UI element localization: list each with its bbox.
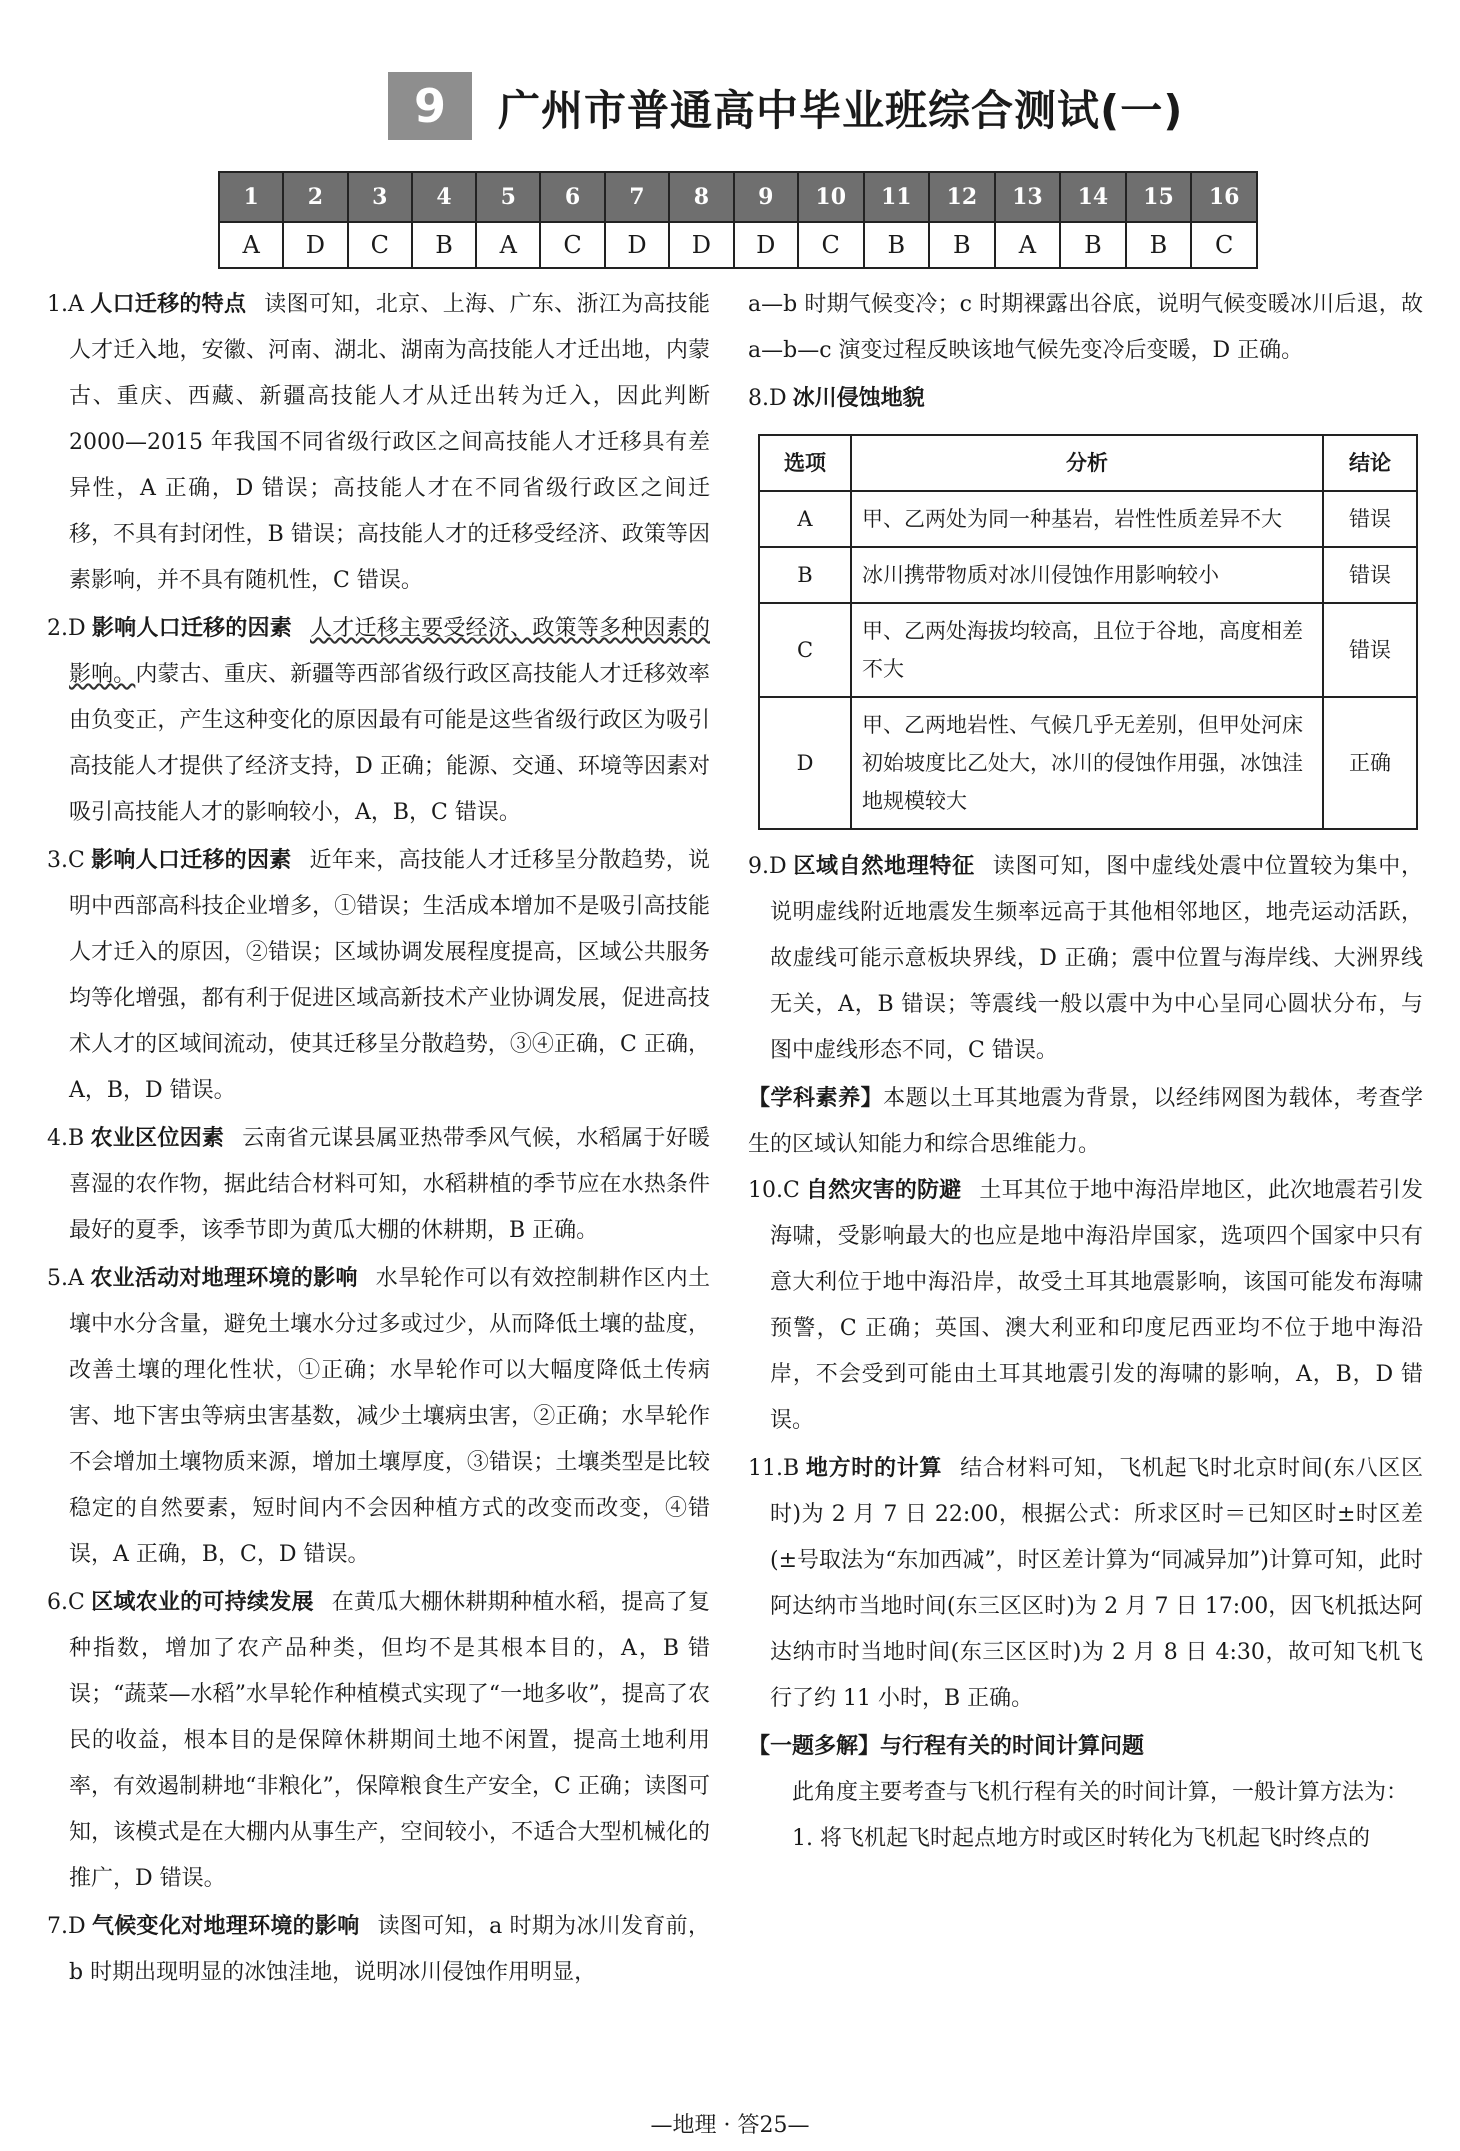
explanation-text: 云南省元谋县属亚热带季风气候，水稻属于好暖喜湿的农作物，据此结合材料可知，水稻耕植的季节应在水热条件最好的夏季，该季节即为黄瓜大棚的休耕期，B 正确。 xyxy=(69,1126,710,1243)
option-cell: B xyxy=(759,547,851,603)
answer-key-answer: B xyxy=(864,222,930,268)
option-cell: C xyxy=(759,603,851,697)
analysis-cell: 冰川携带物质对冰川侵蚀作用影响较小 xyxy=(851,547,1323,603)
left-column xyxy=(47,282,710,1998)
explanation-text: 读图可知，图中虚线处震中位置较为集中，说明虚线附近地震发生频率远高于其他相邻地区，地壳运动活跃，故虚线可能示意板块界线，D 正确；震中位置与海岸线、大洲界线无关，A，B 错误；等震线一般以震中为中心呈同心圆状分布，与图中虚线形态不同，C 错误。 xyxy=(770,854,1423,1063)
answer-key-number: 16 xyxy=(1191,172,1257,222)
answer-key-answer: B xyxy=(1060,222,1126,268)
option-cell: D xyxy=(759,697,851,829)
question-keyword: 区域自然地理特征 xyxy=(792,854,975,879)
analysis-cell: 甲、乙两处为同一种基岩，岩性性质差异不大 xyxy=(851,491,1323,547)
literacy-note xyxy=(748,1076,1423,1168)
answer-explanation xyxy=(748,1168,1423,1444)
table-row xyxy=(759,491,1417,547)
explanation-text: 土耳其位于地中海沿岸地区，此次地震若引发海啸，受影响最大的也应是地中海沿岸国家，选项四个国家中只有意大利位于地中海沿岸，故受土耳其地震影响，该国可能发布海啸预警，C 正确；英国、澳大利亚和印度尼西亚均不位于地中海沿岸，不会受到可能由土耳其地震引发的海啸的影响，A，B，D 错误。 xyxy=(770,1178,1423,1433)
answer-key-answer: D xyxy=(669,222,733,268)
question-number: 9.D xyxy=(748,854,787,879)
answer-explanation xyxy=(748,1446,1423,1722)
answer-key-answer: C xyxy=(540,222,604,268)
page-title: 广州市普通高中毕业班综合测试(一) xyxy=(498,86,1184,135)
question-keyword: 影响人口迁移的因素 xyxy=(91,616,292,641)
answer-key-number: 3 xyxy=(348,172,412,222)
answer-key-number: 1 xyxy=(219,172,283,222)
analysis-cell: 甲、乙两地岩性、气候几乎无差别，但甲处河床初始坡度比乙处大，冰川的侵蚀作用强，冰蚀洼地规模较大 xyxy=(851,697,1323,829)
answer-key-number: 14 xyxy=(1060,172,1126,222)
conclusion-cell: 错误 xyxy=(1323,547,1417,603)
th-conclusion: 结论 xyxy=(1323,435,1417,491)
question-number: 3.C xyxy=(47,848,85,873)
literacy-tag: 【学科素养】 xyxy=(748,1086,884,1111)
multi-solution-tag: 【一题多解】 xyxy=(748,1734,881,1759)
q8-heading xyxy=(748,376,1423,422)
question-number: 11.B xyxy=(748,1456,800,1481)
answer-key-number: 15 xyxy=(1126,172,1192,222)
answer-key-number: 13 xyxy=(995,172,1061,222)
question-number: 4.B xyxy=(47,1126,85,1151)
answer-key-number: 10 xyxy=(798,172,864,222)
underlined-text: 人才迁移主要受经济、政策等多种因素的影响。 xyxy=(69,616,710,687)
answer-key-number: 11 xyxy=(864,172,930,222)
answer-explanation xyxy=(47,1904,710,1996)
question-keyword: 地方时的计算 xyxy=(805,1456,943,1481)
page-footer: —地理 · 答25— xyxy=(650,2113,810,2138)
question-number: 10.C xyxy=(748,1178,800,1203)
th-analysis: 分析 xyxy=(851,435,1323,491)
explanation-text: 结合材料可知，飞机起飞时北京时间(东八区区时)为 2 月 7 日 22:00，根据公式：所求区时＝已知区时±时区差(±号取法为“东加西减”，时区差计算为“同减异加”)计算可知，此时阿达纳市当地时间(东三区区时)为 2 月 7 日 17:00，因飞机抵达阿达纳市时当地时间(东三区区时)为 2 月 8 日 4:30，故可知飞机飞行了约 11 小时，B 正确。 xyxy=(770,1456,1423,1711)
answer-explanation xyxy=(47,282,710,604)
answer-key-number: 7 xyxy=(605,172,669,222)
analysis-cell: 甲、乙两处海拔均较高，且位于谷地，高度相差不大 xyxy=(851,603,1323,697)
answer-explanation xyxy=(47,838,710,1114)
th-option: 选项 xyxy=(759,435,851,491)
answer-key-answer: B xyxy=(929,222,995,268)
explanation-text: 读图可知，a 时期为冰川发育前，b 时期出现明显的冰蚀洼地，说明冰川侵蚀作用明显， xyxy=(69,1914,710,1985)
explanation-text: 内蒙古、重庆、新疆等西部省级行政区高技能人才迁移效率由负变正，产生这种变化的原因最有可能是这些省级行政区为吸引高技能人才提供了经济支持，D 正确；能源、交通、环境等因素对吸引高技能人才的影响较小，A，B，C 错误。 xyxy=(69,662,710,825)
answer-key-answer: B xyxy=(1126,222,1192,268)
explanation-text: 水旱轮作可以有效控制耕作区内土壤中水分含量，避免土壤水分过多或过少，从而降低土壤的盐度，改善土壤的理化性状，①正确；水旱轮作可以大幅度降低土传病害、地下害虫等病虫害基数，减少土壤病虫害，②正确；水旱轮作不会增加土壤物质来源，增加土壤厚度，③错误；土壤类型是比较稳定的自然要素，短时间内不会因种植方式的改变而改变，④错误，A 正确，B，C，D 错误。 xyxy=(69,1266,710,1567)
question-number: 6.C xyxy=(47,1590,85,1615)
multi-solution-title: 与行程有关的时间计算问题 xyxy=(880,1734,1145,1759)
answer-explanation xyxy=(47,1580,710,1902)
question-keyword: 农业区位因素 xyxy=(90,1126,225,1151)
question-keyword: 影响人口迁移的因素 xyxy=(90,848,292,873)
answer-key-answer: B xyxy=(412,222,476,268)
question-keyword: 自然灾害的防避 xyxy=(805,1178,962,1203)
question-number: 8.D xyxy=(748,386,787,411)
question-keyword: 区域农业的可持续发展 xyxy=(90,1590,314,1615)
answer-explanation xyxy=(47,1116,710,1254)
question-number: 5.A xyxy=(47,1266,84,1291)
answer-key-answer: A xyxy=(219,222,283,268)
question-keyword: 气候变化对地理环境的影响 xyxy=(91,1914,360,1939)
explanation-text: 在黄瓜大棚休耕期种植水稻，提高了复种指数，增加了农产品种类，但均不是其根本目的，A，B 错误；“蔬菜—水稻”水旱轮作种植模式实现了“一地多收”，提高了农民的收益，根本目的是保障休耕期间土地不闲置，提高土地利用率，有效遏制耕地“非粮化”，保障粮食生产安全，C 正确；读图可知，该模式是在大棚内从事生产，空间较小，不适合大型机械化的推广，D 错误。 xyxy=(69,1590,710,1891)
conclusion-cell: 错误 xyxy=(1323,491,1417,547)
question-keyword: 人口迁移的特点 xyxy=(89,292,247,317)
answer-key-answer: D xyxy=(605,222,669,268)
answer-key-number: 9 xyxy=(734,172,798,222)
conclusion-cell: 错误 xyxy=(1323,603,1417,697)
answer-key-answer: C xyxy=(1191,222,1257,268)
answer-key-number: 6 xyxy=(540,172,604,222)
answer-key-table xyxy=(218,171,1258,269)
question-number: 2.D xyxy=(47,616,86,641)
answer-key-answer: C xyxy=(798,222,864,268)
table-row xyxy=(759,603,1417,697)
answer-key-number: 8 xyxy=(669,172,733,222)
question-number: 1.A xyxy=(47,292,84,317)
answer-key-answer: D xyxy=(283,222,347,268)
question-keyword: 农业活动对地理环境的影响 xyxy=(89,1266,358,1291)
q8-analysis-table xyxy=(758,434,1418,830)
q7-continuation: a—b 时期气候变冷；c 时期裸露出谷底，说明气候变暖冰川后退，故 a—b—c 演变过程反映该地气候先变冷后变暖，D 正确。 xyxy=(748,292,1423,363)
table-row xyxy=(759,547,1417,603)
question-number: 7.D xyxy=(47,1914,86,1939)
option-cell: A xyxy=(759,491,851,547)
question-keyword: 冰川侵蚀地貌 xyxy=(792,386,925,411)
answer-key-answer: A xyxy=(476,222,540,268)
answer-key-answer: D xyxy=(734,222,798,268)
answer-key-number: 2 xyxy=(283,172,347,222)
right-column xyxy=(748,282,1423,1862)
answer-key-answer: C xyxy=(348,222,412,268)
explanation-text: 近年来，高技能人才迁移呈分散趋势，说明中西部高科技企业增多，①错误；生活成本增加不是吸引高技能人才迁入的原因，②错误；区域协调发展程度提高，区域公共服务均等化增强，都有利于促进区域高新技术产业协调发展，促进高技术人才的区域间流动，使其迁移呈分散趋势，③④正确，C 正确，A，B，D 错误。 xyxy=(69,848,710,1103)
multi-solution-text: 此角度主要考查与飞机行程有关的时间计算，一般计算方法为： xyxy=(792,1780,1409,1805)
answer-key-number: 4 xyxy=(412,172,476,222)
answer-key-answer: A xyxy=(995,222,1061,268)
section-number-badge: 9 xyxy=(388,72,472,140)
table-row xyxy=(759,697,1417,829)
multi-solution-point-1: 1. 将飞机起飞时起点地方时或区时转化为飞机起飞时终点的 xyxy=(792,1826,1370,1851)
answer-explanation xyxy=(47,1256,710,1578)
literacy-text: 本题以土耳其地震为背景，以经纬网图为载体，考查学生的区域认知能力和综合思维能力。 xyxy=(748,1086,1423,1157)
conclusion-cell: 正确 xyxy=(1323,697,1417,829)
explanation-text: 读图可知，北京、上海、广东、浙江为高技能人才迁入地，安徽、河南、湖北、湖南为高技能人才迁出地，内蒙古、重庆、西藏、新疆高技能人才从迁出转为迁入，因此判断 2000—2015 年我国不同省级行政区之间高技能人才迁移具有差异性，A 正确，D 错误；高技能人才在不同省级行政区之间迁移，不具有封闭性，B 错误；高技能人才的迁移受经济、政策等因素影响，并不具有随机性，C 错误。 xyxy=(69,292,710,593)
answer-explanation xyxy=(748,844,1423,1074)
multi-solution-note xyxy=(748,1724,1423,1770)
answer-key-number: 12 xyxy=(929,172,995,222)
answer-key-number: 5 xyxy=(476,172,540,222)
answer-explanation xyxy=(47,606,710,836)
